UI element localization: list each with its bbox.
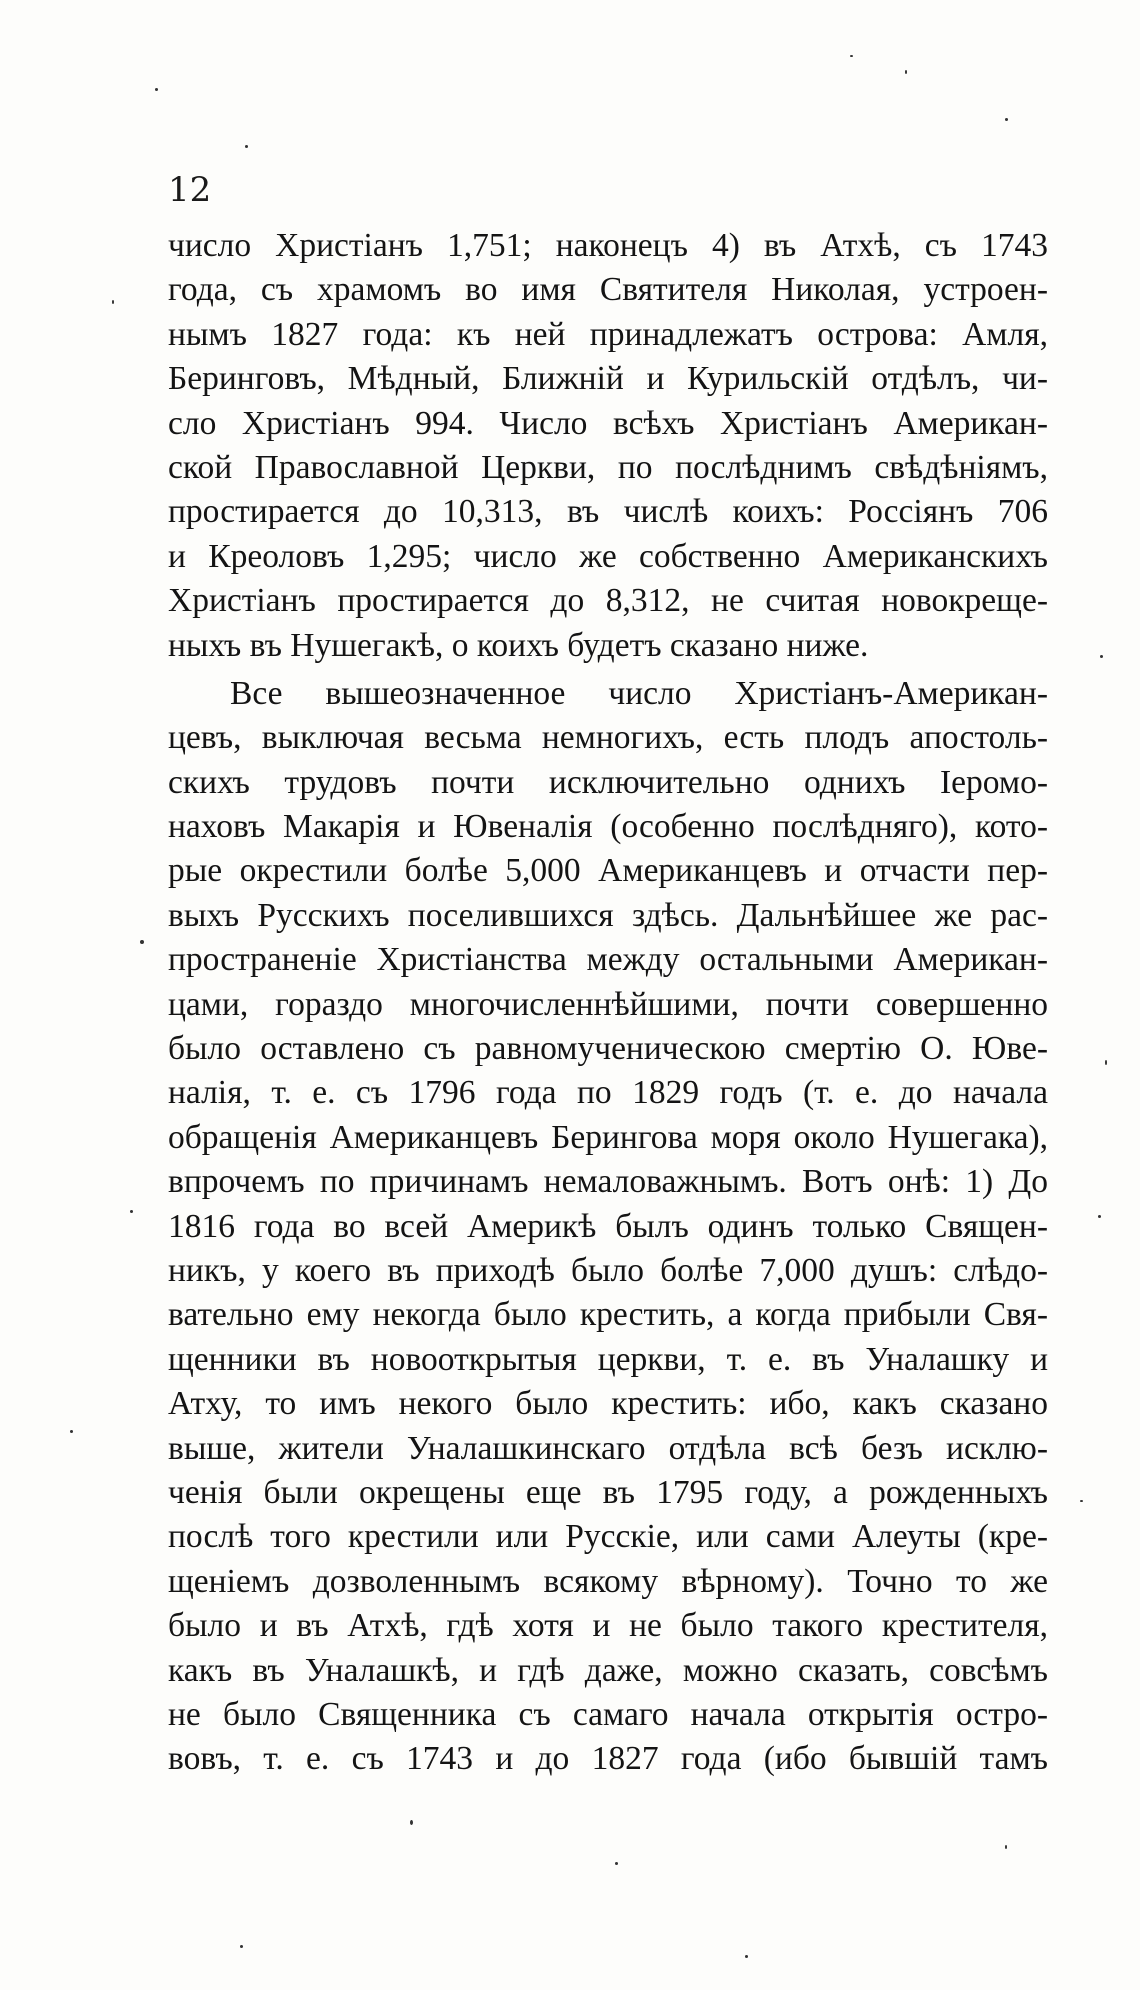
scan-speck [1098, 1215, 1101, 1218]
text-line: пространеніе Христіанства между остальными Американ- [168, 941, 1048, 979]
text-line: впрочемъ по причинамъ немаловажнымъ. Вотъ онѣ: 1) До [168, 1163, 1048, 1201]
text-line: цами, гораздо многочисленнѣйшими, почти совершенно [168, 985, 1048, 1023]
text-line: простирается до 10,313, въ числѣ коихъ: Россіянъ 706 [168, 493, 1048, 531]
scan-speck [130, 1210, 133, 1213]
text-line: послѣ того крестили или Русскіе, или сами Алеуты (кре- [168, 1518, 1048, 1556]
text-line: ской Православной Церкви, по послѣднимъ свѣдѣніямъ, [168, 448, 1048, 486]
text-line: щенники въ новооткрытыя церкви, т. е. въ Уналашку и [168, 1340, 1048, 1378]
scan-speck [112, 300, 114, 304]
text-line: сло Христіанъ 994. Число всѣхъ Христіанъ Американ- [168, 404, 1048, 442]
text-line: какъ въ Уналашкѣ, и гдѣ даже, можно сказать, совсѣмъ [168, 1651, 1048, 1689]
text-line: ныхъ въ Нушегакѣ, о коихъ будетъ сказано ниже. [168, 626, 869, 664]
scan-speck [1105, 1060, 1107, 1065]
scan-speck [1005, 118, 1008, 121]
text-line: налія, т. е. съ 1796 года по 1829 годъ (т. е. до начала [168, 1074, 1048, 1112]
scan-speck [240, 1945, 243, 1948]
scan-speck [615, 1862, 618, 1865]
text-line: щеніемъ дозволеннымъ всякому вѣрному). Точно то же [168, 1562, 1048, 1600]
scan-speck [245, 145, 248, 148]
text-line: и Креоловъ 1,295; число же собственно Американскихъ [168, 537, 1048, 575]
scan-speck [905, 70, 907, 74]
text-line: Беринговъ, Мѣдный, Ближній и Курильскій отдѣлъ, чи- [168, 360, 1048, 398]
text-line: наховъ Макарія и Ювеналія (особенно послѣдняго), кото- [168, 808, 1048, 846]
scan-speck [410, 1820, 413, 1825]
text-line: цевъ, выключая весьма немногихъ, есть плодъ апостоль- [168, 719, 1048, 757]
text-line: вательно ему некогда было крестить, а когда прибыли Свя- [168, 1296, 1048, 1334]
text-line: было оставлено съ равномученическою смертію О. Юве- [168, 1030, 1048, 1068]
text-line: выше, жители Уналашкинскаго отдѣла всѣ безъ исклю- [168, 1429, 1048, 1467]
text-line: года, съ храмомъ во имя Святителя Николая, устроен- [168, 271, 1048, 309]
text-line: скихъ трудовъ почти исключительно однихъ Іеромо- [168, 763, 1048, 801]
text-line: не было Священника съ самаго начала открытія остро- [168, 1695, 1048, 1733]
scan-speck [1080, 1500, 1083, 1502]
text-line: рые окрестили болѣе 5,000 Американцевъ и отчасти пер- [168, 852, 1048, 890]
text-line: никъ, у коего въ приходѣ было болѣе 7,000 душъ: слѣдо- [168, 1251, 1048, 1289]
page-number: 12 [168, 170, 212, 210]
scan-speck [850, 55, 853, 57]
text-line: ченія были окрещены еще въ 1795 году, а рожденныхъ [168, 1473, 1048, 1511]
text-line: вовъ, т. е. съ 1743 и до 1827 года (ибо бывшій тамъ [168, 1740, 1048, 1778]
scan-speck [70, 1430, 73, 1433]
scan-speck [155, 88, 158, 91]
text-line: 1816 года во всей Америкѣ былъ одинъ только Священ- [168, 1207, 1048, 1245]
text-line: Все вышеозначенное число Христіанъ-Американ- [230, 674, 1048, 712]
body-text [168, 224, 1048, 1782]
scan-speck [745, 1955, 748, 1958]
scan-speck [140, 940, 144, 944]
text-line: число Христіанъ 1,751; наконецъ 4) въ Атхѣ, съ 1743 [168, 227, 1048, 264]
text-line: Христіанъ простирается до 8,312, не считая новокреще- [168, 582, 1048, 620]
text-line: выхъ Русскихъ поселившихся здѣсь. Дальнѣйшее же рас- [168, 896, 1048, 934]
text-line: было и въ Атхѣ, гдѣ хотя и не было такого крестителя, [168, 1607, 1048, 1645]
text-line: нымъ 1827 года: къ ней принадлежатъ острова: Амля, [168, 315, 1048, 353]
text-line: обращенія Американцевъ Берингова моря около Нушегака), [168, 1118, 1048, 1156]
scan-speck [1100, 655, 1103, 658]
text-line: Атху, то имъ некого было крестить: ибо, какъ сказано [168, 1385, 1048, 1423]
scan-speck [1005, 1845, 1007, 1849]
paragraph-1 [168, 224, 1048, 668]
paragraph-2 [168, 672, 1048, 1782]
